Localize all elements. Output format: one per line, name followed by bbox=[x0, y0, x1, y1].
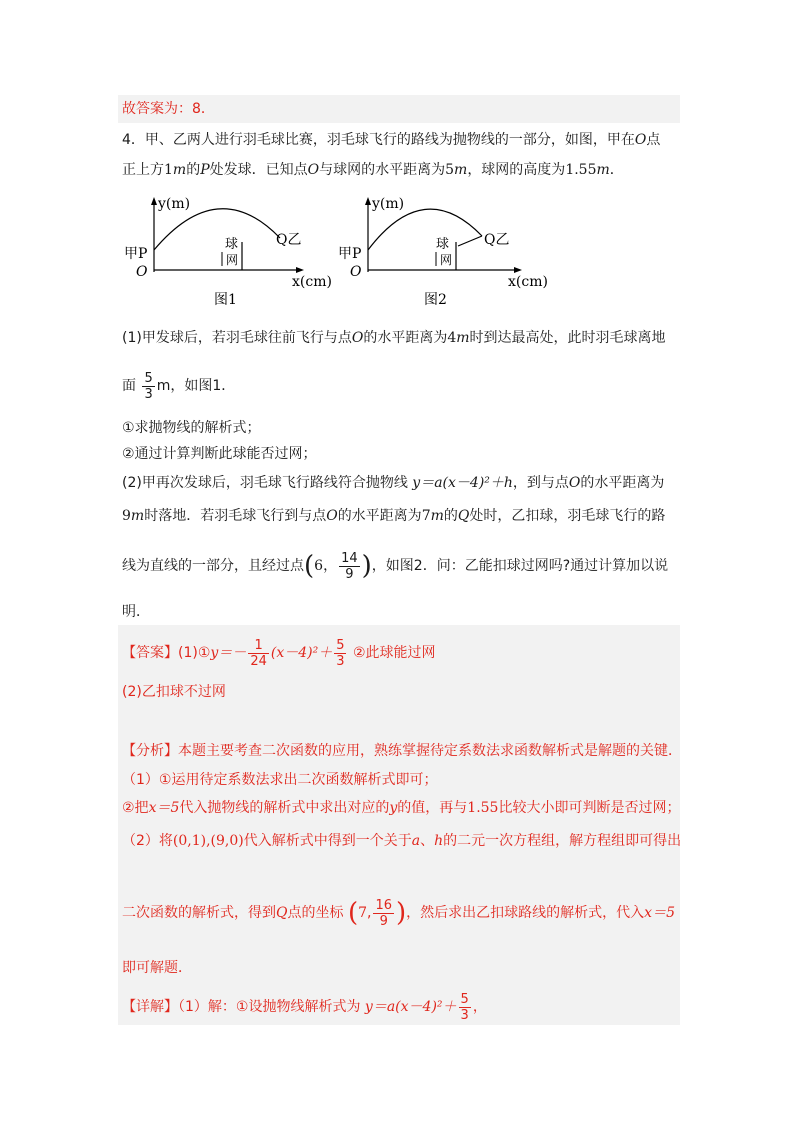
net-label-1: 球 bbox=[436, 237, 450, 252]
question-line-2: 正上方1m的P处发球．已知点O与球网的水平距离为5m，球网的高度为1.55m． bbox=[122, 162, 624, 178]
question-line-1: 4．甲、乙两人进行羽毛球比赛，羽毛球飞行的路线为抛物线的一部分，如图，甲在O点 bbox=[122, 132, 661, 148]
fraction-14-9: $\frac{14}{9}$ bbox=[341, 550, 358, 582]
x-axis-arrow bbox=[296, 267, 304, 273]
trajectory-curve bbox=[368, 209, 482, 250]
origin-label: O bbox=[136, 264, 148, 280]
sub-question-1: ①求抛物线的解析式； bbox=[122, 420, 261, 436]
y-axis-arrow bbox=[151, 197, 157, 205]
fraction-5-3-answer: $\frac{5}{3}$ bbox=[336, 637, 345, 669]
x-axis-arrow bbox=[514, 267, 522, 273]
y-axis-label: y(m) bbox=[372, 196, 405, 212]
part1-line-2: 面 $\frac{5}{3}$ m，如图1． bbox=[122, 370, 236, 402]
sub-question-2: ②通过计算判断此球能否过网； bbox=[122, 446, 317, 462]
detail-line-1: 【详解】（1）解：①设抛物线解析式为 y＝a(x－4)²＋ $\frac{5}{3}$ ， bbox=[122, 991, 487, 1023]
part2-line-1: (2)甲再次发球后，羽毛球飞行路线符合抛物线 y＝a(x－4)²＋h，到与点O的水平距离为 bbox=[122, 475, 665, 491]
fraction-5-3-detail: $\frac{5}{3}$ bbox=[460, 991, 469, 1023]
net-label-1: 球 bbox=[225, 237, 239, 252]
figure-2 bbox=[332, 192, 562, 312]
x-axis-label: x(cm) bbox=[292, 274, 332, 290]
analysis-line-2: （1）①运用待定系数法求出二次函数解析式即可； bbox=[122, 772, 438, 788]
figure-caption: 图1 bbox=[214, 292, 237, 308]
y-axis-label: y(m) bbox=[158, 196, 191, 212]
part1-line-1: (1)甲发球后，若羽毛球往前飞行与点O的水平距离为4m时到达最高处，此时羽毛球离地 bbox=[122, 330, 666, 346]
fraction-5-3: $\frac{5}{3}$ bbox=[144, 370, 153, 402]
smash-line bbox=[458, 236, 482, 246]
figure-caption: 图2 bbox=[424, 292, 447, 308]
prev-answer: 故答案为：8． bbox=[122, 101, 215, 117]
analysis-line-5: 二次函数的解析式，得到Q点的坐标 (7, $\frac{16}{9}$ )，然后求出乙扣球路线的解析式，代入x＝5 bbox=[122, 897, 675, 929]
q-yi-label: Q乙 bbox=[484, 232, 510, 248]
jia-p-label: 甲P bbox=[124, 246, 148, 262]
analysis-line-1: 【分析】本题主要考查二次函数的应用，熟练掌握待定系数法求函数解析式是解题的关键． bbox=[122, 743, 682, 759]
part2-line-2: 9m时落地．若羽毛球飞行到与点O的水平距离为7m的Q处时，乙扣球，羽毛球飞行的路 bbox=[122, 508, 666, 524]
net-label-2: 网 bbox=[440, 253, 453, 267]
jia-p-label: 甲P bbox=[338, 246, 362, 262]
x-axis-label: x(cm) bbox=[508, 274, 548, 290]
answer-line-2: (2)乙扣球不过网 bbox=[122, 684, 226, 700]
part2-line-4: 明． bbox=[122, 604, 150, 620]
fraction-16-9: $\frac{16}{9}$ bbox=[375, 897, 393, 929]
answer-line-1: 【答案】(1)①y＝－ $\frac{1}{24}$ (x－4)²＋ $\frac{5}{3}$ ②此球能过网 bbox=[122, 637, 436, 669]
net-label-2: 网 bbox=[226, 253, 239, 267]
origin-label: O bbox=[350, 264, 362, 280]
part2-line-3: 线为直线的一部分，且经过点(6， $\frac{14}{9}$ )，如图2．问：乙能扣球过网吗?通过计算加以说 bbox=[122, 550, 669, 582]
analysis-line-6: 即可解题． bbox=[122, 960, 192, 976]
fraction-1-24: $\frac{1}{24}$ bbox=[250, 637, 267, 669]
q-yi-label: Q乙 bbox=[276, 232, 302, 248]
analysis-line-3: ②把x＝5代入抛物线的解析式中求出对应的y的值，再与1.55比较大小即可判断是否过网； bbox=[122, 800, 681, 816]
analysis-line-4: （2）将(0,1),(9,0)代入解析式中得到一个关于a、h的二元一次方程组，解方程组即可得出 bbox=[122, 833, 682, 849]
trajectory-curve bbox=[154, 209, 280, 250]
figure-1 bbox=[118, 192, 338, 312]
y-axis-arrow bbox=[365, 197, 371, 205]
